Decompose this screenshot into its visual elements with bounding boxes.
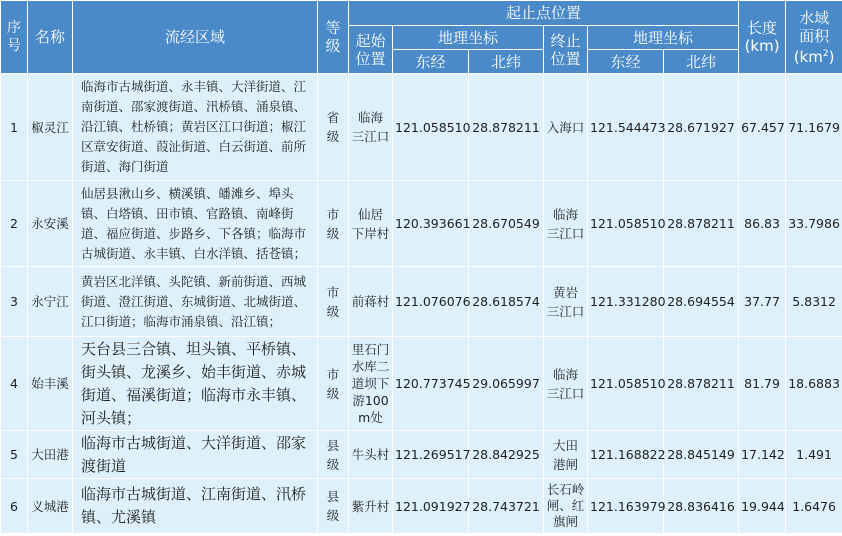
end-position: 入海口 bbox=[544, 74, 588, 181]
header-area: 水域 面积 $(km^2)$ bbox=[786, 1, 842, 74]
row-index: 2 bbox=[1, 181, 28, 267]
grade: 市 级 bbox=[318, 337, 349, 431]
end-east: 121.544473 bbox=[588, 74, 664, 181]
length: 37.77 bbox=[739, 267, 786, 337]
header-end-coords: 地理坐标 bbox=[588, 26, 739, 50]
length: 86.83 bbox=[739, 181, 786, 267]
header-start-east: 东经 bbox=[393, 50, 469, 74]
start-north: 29.065997 bbox=[469, 337, 544, 431]
flow-region: 仙居县湫山乡、横溪镇、皤滩乡、埠头镇、白塔镇、田市镇、官路镇、南峰街道、福应街道、步路乡、下各镇；临海市古城街道、永丰镇、白水洋镇、括苍镇； bbox=[73, 181, 318, 267]
table-row bbox=[1, 337, 842, 431]
start-position: 牛头村 bbox=[349, 431, 393, 479]
river-name: 大田港 bbox=[28, 431, 73, 479]
start-east: 121.058510 bbox=[393, 74, 469, 181]
header-end-east: 东经 bbox=[588, 50, 664, 74]
end-north: 28.694554 bbox=[664, 267, 739, 337]
water-area: 18.6883 bbox=[786, 337, 842, 431]
start-east: 121.076076 bbox=[393, 267, 469, 337]
grade: 市 级 bbox=[318, 181, 349, 267]
start-east: 121.269517 bbox=[393, 431, 469, 479]
river-name: 椒灵江 bbox=[28, 74, 73, 181]
table-row bbox=[1, 431, 842, 479]
end-north: 28.845149 bbox=[664, 431, 739, 479]
end-east: 121.058510 bbox=[588, 181, 664, 267]
table-row bbox=[1, 267, 842, 337]
row-index: 6 bbox=[1, 479, 28, 534]
start-position: 临海 三江口 bbox=[349, 74, 393, 181]
start-east: 120.773745 bbox=[393, 337, 469, 431]
end-position: 临海 三江口 bbox=[544, 337, 588, 431]
end-east: 121.058510 bbox=[588, 337, 664, 431]
grade: 县 级 bbox=[318, 479, 349, 534]
start-position: 里石门 水库二 道坝下 游100 m处 bbox=[349, 337, 393, 431]
length: 67.457 bbox=[739, 74, 786, 181]
end-north: 28.836416 bbox=[664, 479, 739, 534]
start-north: 28.878211 bbox=[469, 74, 544, 181]
river-name: 义城港 bbox=[28, 479, 73, 534]
row-index: 3 bbox=[1, 267, 28, 337]
flow-region: 黄岩区北洋镇、头陀镇、新前街道、西城街道、澄江街道、东城街道、北城街道、江口街道；临海市涌泉镇、沿江镇； bbox=[73, 267, 318, 337]
start-north: 28.743721 bbox=[469, 479, 544, 534]
start-east: 121.091927 bbox=[393, 479, 469, 534]
header-end-position: 终止 位置 bbox=[544, 26, 588, 74]
river-name: 始丰溪 bbox=[28, 337, 73, 431]
header-grade: 等 级 bbox=[318, 1, 349, 74]
flow-region: 临海市古城街道、江南街道、汛桥镇、尤溪镇 bbox=[73, 479, 318, 534]
header-end-north: 北纬 bbox=[664, 50, 739, 74]
start-position: 紫升村 bbox=[349, 479, 393, 534]
grade: 市 级 bbox=[318, 267, 349, 337]
table-row bbox=[1, 479, 842, 534]
river-name: 永安溪 bbox=[28, 181, 73, 267]
length: 17.142 bbox=[739, 431, 786, 479]
river-name: 永宁江 bbox=[28, 267, 73, 337]
length: 19.944 bbox=[739, 479, 786, 534]
header-index: 序 号 bbox=[1, 1, 28, 74]
start-north: 28.618574 bbox=[469, 267, 544, 337]
header-start-coords: 地理坐标 bbox=[393, 26, 544, 50]
end-east: 121.331280 bbox=[588, 267, 664, 337]
water-area: 71.1679 bbox=[786, 74, 842, 181]
row-index: 4 bbox=[1, 337, 28, 431]
length: 81.79 bbox=[739, 337, 786, 431]
header-name: 名称 bbox=[28, 1, 73, 74]
end-east: 121.163979 bbox=[588, 479, 664, 534]
end-position: 大田 港闸 bbox=[544, 431, 588, 479]
header-endpoints: 起止点位置 bbox=[349, 1, 739, 26]
start-east: 120.393661 bbox=[393, 181, 469, 267]
end-east: 121.168822 bbox=[588, 431, 664, 479]
header-region: 流经区域 bbox=[73, 1, 318, 74]
row-index: 5 bbox=[1, 431, 28, 479]
water-area: 1.6476 bbox=[786, 479, 842, 534]
header-start-position: 起始 位置 bbox=[349, 26, 393, 74]
grade: 省 级 bbox=[318, 74, 349, 181]
flow-region: 天台县三合镇、坦头镇、平桥镇、街头镇、龙溪乡、始丰街道、赤城街道、福溪街道；临海市永丰镇、河头镇； bbox=[73, 337, 318, 431]
water-area: 1.491 bbox=[786, 431, 842, 479]
flow-region: 临海市古城街道、大洋街道、邵家渡街道 bbox=[73, 431, 318, 479]
water-area: 33.7986 bbox=[786, 181, 842, 267]
start-position: 前蒋村 bbox=[349, 267, 393, 337]
end-position: 黄岩 三江口 bbox=[544, 267, 588, 337]
end-north: 28.878211 bbox=[664, 181, 739, 267]
end-position: 临海 三江口 bbox=[544, 181, 588, 267]
row-index: 1 bbox=[1, 74, 28, 181]
end-position: 长石岭 闸、红 旗闸 bbox=[544, 479, 588, 534]
table-row bbox=[1, 74, 842, 181]
grade: 县 级 bbox=[318, 431, 349, 479]
end-north: 28.671927 bbox=[664, 74, 739, 181]
start-north: 28.670549 bbox=[469, 181, 544, 267]
start-position: 仙居 下岸村 bbox=[349, 181, 393, 267]
header-start-north: 北纬 bbox=[469, 50, 544, 74]
flow-region: 临海市古城街道、永丰镇、大洋街道、江南街道、邵家渡街道、汛桥镇、涌泉镇、沿江镇、杜桥镇；黄岩区江口街道；椒江区章安街道、葭沚街道、白云街道、前所街道、海门街道 bbox=[73, 74, 318, 181]
header-length: 长度 (km) bbox=[739, 1, 786, 74]
start-north: 28.842925 bbox=[469, 431, 544, 479]
water-area: 5.8312 bbox=[786, 267, 842, 337]
end-north: 28.878211 bbox=[664, 337, 739, 431]
table-row bbox=[1, 181, 842, 267]
